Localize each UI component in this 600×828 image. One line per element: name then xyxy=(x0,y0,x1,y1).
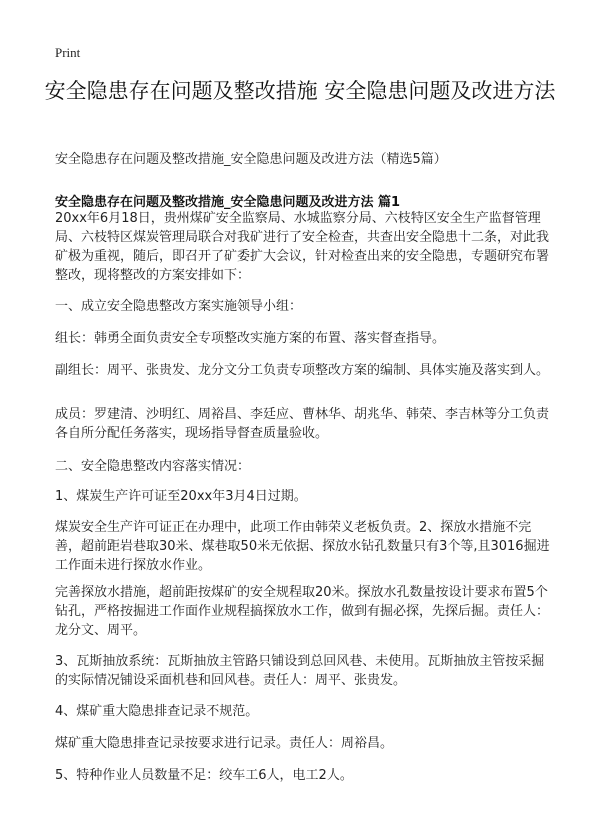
paragraph-leader: 组长：韩勇全面负责安全专项整改实施方案的布置、落实督查指导。 xyxy=(55,331,446,346)
paragraph-item-1-detail: 煤炭安全生产许可证正在办理中，此项工作由韩荣义老板负责。2、探放水措施不完善，超前距岩巷取30米、煤巷取50米无依据、探放水钻孔数量只有3个等,且3016掘进工作面未进行探放水作业。 xyxy=(55,520,550,573)
page-title: 安全隐患存在问题及整改措施 安全隐患问题及改进方法 xyxy=(44,79,556,103)
paragraph-item-4-detail: 煤矿重大隐患排查记录按要求进行记录。责任人：周裕昌。 xyxy=(55,736,394,751)
paragraph-water-measures: 完善探放水措施，超前距按煤矿的安全规程取20米。探放水孔数量按设计要求布置5个钻孔，严格按掘进工作面作业规程搞探放水工作，做到有掘必探，先探后掘。责任人：龙分文、周平。 xyxy=(55,585,550,638)
paragraph-item-3: 3、瓦斯抽放系统：瓦斯抽放主管路只铺设到总回风巷、未使用。瓦斯抽放主管按采掘的实际情况铺设采面机巷和回风巷。责任人：周平、张贵发。 xyxy=(55,654,545,688)
document-subtitle: 安全隐患存在问题及整改措施_安全隐患问题及改进方法（精选5篇） xyxy=(55,152,447,167)
section-heading: 安全隐患存在问题及整改措施_安全隐患问题及改进方法 篇1 xyxy=(55,195,401,210)
paragraph-heading-2: 二、安全隐患整改内容落实情况： xyxy=(55,459,251,474)
paragraph-intro: 20xx年6月18日，贵州煤矿安全监察局、水城监察分局、六枝特区安全生产监督管理局、六枝特区煤炭管理局联合对我矿进行了安全检查，共查出安全隐患十二条，对此我矿极为重视，随后，即召开了矿委扩大会议，针对检查出来的安全隐患，专题研究布署整改，现将整改的方案安排如下： xyxy=(55,211,550,283)
paragraph-item-1: 1、煤炭生产许可证至20xx年3月4日过期。 xyxy=(55,489,307,504)
print-link[interactable]: Print xyxy=(55,45,81,60)
paragraph-heading-1: 一、成立安全隐患整改方案实施领导小组： xyxy=(55,299,303,314)
paragraph-item-4: 4、煤矿重大隐患排查记录不规范。 xyxy=(55,704,259,719)
paragraph-members: 成员：罗建清、沙明红、周裕昌、李廷应、曹林华、胡兆华、韩荣、李吉林等分工负责各自所分配任务落实，现场指导督查质量验收。 xyxy=(55,407,550,441)
paragraph-item-5: 5、特种作业人员数量不足：绞车工6人，电工2人。 xyxy=(55,768,353,783)
paragraph-deputy: 副组长：周平、张贵发、龙分文分工负责专项整改方案的编制、具体实施及落实到人。 xyxy=(55,363,550,378)
